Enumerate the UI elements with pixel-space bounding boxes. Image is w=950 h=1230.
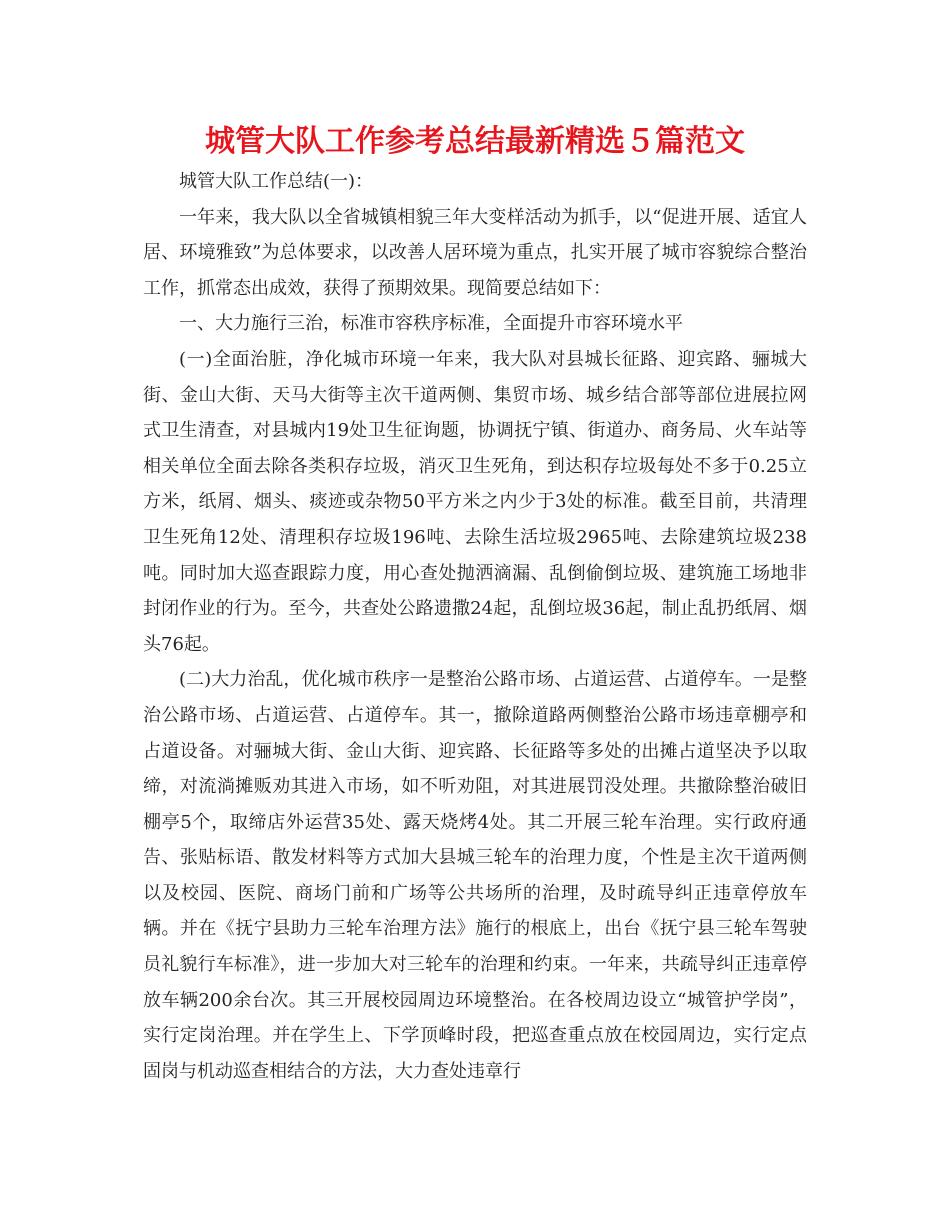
paragraph-heading: 城管大队工作总结(一)： bbox=[179, 171, 374, 192]
section-heading: 一、大力施行三治，标准市容秩序标准，全面提升市容环境水平 bbox=[179, 313, 683, 335]
paragraph-order: (二)大力治乱，优化城市秩序一是整治公路市场、占道运营、占道停车。一是整治公路市场、占道运营、占道停车。其一，撤除道路两侧整治公路市场违章棚亭和占道设备。对骊城大街、金山大街、迎宾路、长征路等多处的出摊占道坚决予以取缔，对流淌摊贩劝其进入市场，如不听劝阻，对其进展罚没处理。共撤除整治破旧棚亭5个，取缔店外运营35处、露天烧烤4处。其二开展三轮车治理。实行政府通告、张贴标语、散发材料等方式加大县城三轮车的治理力度，个性是主次干道两侧以及校园、医院、商场门前和广场等公共场所的治理，及时疏导纠正违章停放车辆。并在《抚宁县助力三轮车治理方法》施行的根底上，出台《抚宁县三轮车驾驶员礼貌行车标准》，进一步加大对三轮车的治理和约束。一年来，共疏导纠正违章停放车辆200余台次。其三开展校园周边环境整治。在各校周边设立“城管护学岗”，实行定岗治理。并在学生上、下学顶峰时段，把巡查重点放在校园周边，实行定点固岗与机动巡查相结合的方法，大力查处违章行 bbox=[143, 669, 807, 1082]
document-body bbox=[143, 164, 807, 1089]
paragraph-cleanliness: (一)全面治脏，净化城市环境一年来，我大队对县城长征路、迎宾路、骊城大街、金山大街、天马大街等主次干道两侧、集贸市场、城乡结合部等部位进展拉网式卫生清查，对县城内19处卫生征询题，协调抚宁镇、街道办、商务局、火车站等相关单位全面去除各类积存垃圾，消灭卫生死角，到达积存垃圾每处不多于0.25立方米，纸屑、烟头、痰迹或杂物50平方米之内少于3处的标准。截至目前，共清理卫生死角12处、清理积存垃圾196吨、去除生活垃圾2965吨、去除建筑垃圾238吨。同时加大巡查跟踪力度，用心查处抛洒滴漏、乱倒偷倒垃圾、建筑施工场地非封闭作业的行为。至今，共查处公路遗撒24起，乱倒垃圾36起，制止乱扔纸屑、烟头76起。 bbox=[143, 348, 807, 655]
paragraph-intro: 一年来，我大队以全省城镇相貌三年大变样活动为抓手，以“促进开展、适宜人居、环境雅致”为总体要求，以改善人居环境为重点，扎实开展了城市容貌综合整治工作，抓常态出成效，获得了预期效果。现简要总结如下： bbox=[143, 206, 807, 299]
document-title: 城管大队工作参考总结最新精选５篇范文 bbox=[205, 124, 745, 159]
